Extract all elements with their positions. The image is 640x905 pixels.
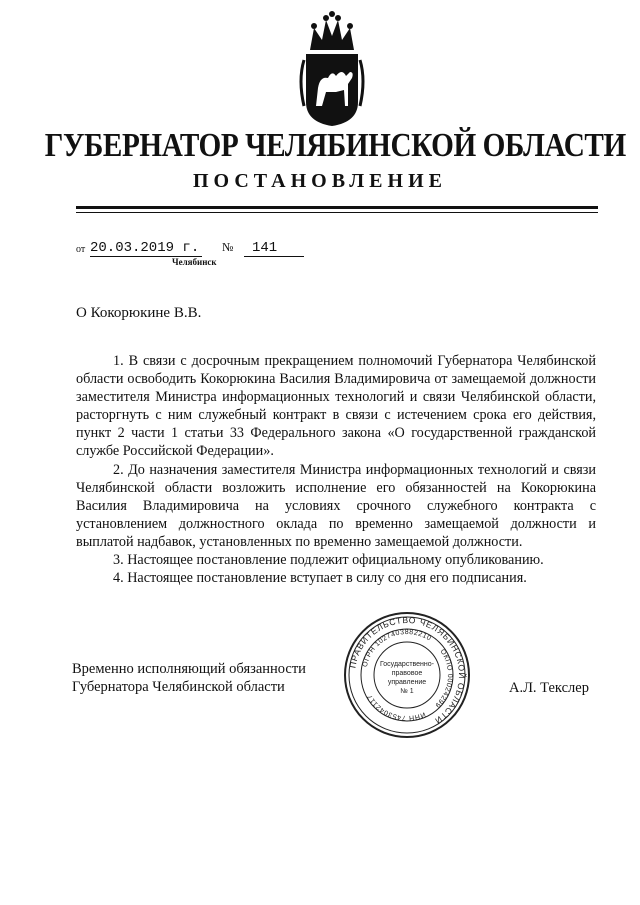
seal-inner-line-2: правовое	[391, 670, 423, 677]
seal-ogrn: ОГРН 1027403882210	[361, 628, 433, 668]
date-label: от	[76, 244, 86, 255]
header-divider-thin	[76, 212, 598, 213]
document-body	[76, 352, 596, 587]
issuing-authority: ГУБЕРНАТОР ЧЕЛЯБИНСКОЙ ОБЛАСТИ	[44, 127, 626, 164]
svg-text:ОКПО 00024299	[433, 648, 453, 709]
seal-inn: ИНН 7453042117	[366, 692, 427, 722]
chelyabinsk-coat-of-arms-icon	[296, 10, 368, 128]
signatory-title	[72, 660, 306, 696]
paragraph-4: 4. Настоящее постановление вступает в силу со дня его подписания.	[113, 570, 527, 587]
document-subject: О Кокорюкине В.В.	[76, 305, 202, 321]
date-number-row	[76, 236, 316, 258]
seal-inner-line-1: Государственно-	[379, 661, 435, 668]
seal-okpo: ОКПО 00024299	[433, 648, 454, 709]
document-type: ПОСТАНОВЛЕНИЕ	[193, 170, 447, 192]
seal-outer-text: ПРАВИТЕЛЬСТВО ЧЕЛЯБИНСКОЙ ОБЛАСТИ	[347, 614, 468, 727]
city-label: Челябинск	[172, 257, 217, 267]
paragraph-3: 3. Настоящее постановление подлежит официальному опубликованию.	[113, 552, 544, 569]
header-divider-thick	[76, 206, 598, 209]
signatory-title-line-1: Временно исполняющий обязанности	[72, 661, 306, 677]
number-label: №	[222, 240, 234, 254]
round-official-stamp-icon	[342, 610, 472, 740]
svg-text:ИНН 7453042117	[366, 693, 426, 721]
number-value: 141	[244, 240, 304, 257]
date-value: 20.03.2019 г.	[90, 240, 202, 257]
signatory-title-line-2: Губернатора Челябинской области	[72, 679, 285, 695]
seal-inner-line-4: № 1	[400, 688, 414, 695]
signatory-name: А.Л. Текслер	[509, 680, 589, 696]
paragraph-2: 2. До назначения заместителя Министра информационных технологий и связи Челябинской области возложить исполнение его обязанностей на Кокорюкина Василия Владимировича на условиях срочного служебного контракта с установлением должностного оклада по временно замещаемой должности и выплатой надбавок, установленных по временно замещаемой должности.	[76, 461, 596, 550]
paragraph-1: 1. В связи с досрочным прекращением полномочий Губернатора Челябинской области освободить Кокорюкина Василия Владимировича от замещаемой должности заместителя Министра информационных технологий и связи Челябинской области, расторгнуть с ним служебный контракт в связи с истечением срока его действия, пункт 2 части 1 статьи 33 Федерального закона «О государственной гражданской службе Российской Федерации».	[76, 353, 596, 460]
seal-inner-line-3: управление	[387, 679, 427, 686]
